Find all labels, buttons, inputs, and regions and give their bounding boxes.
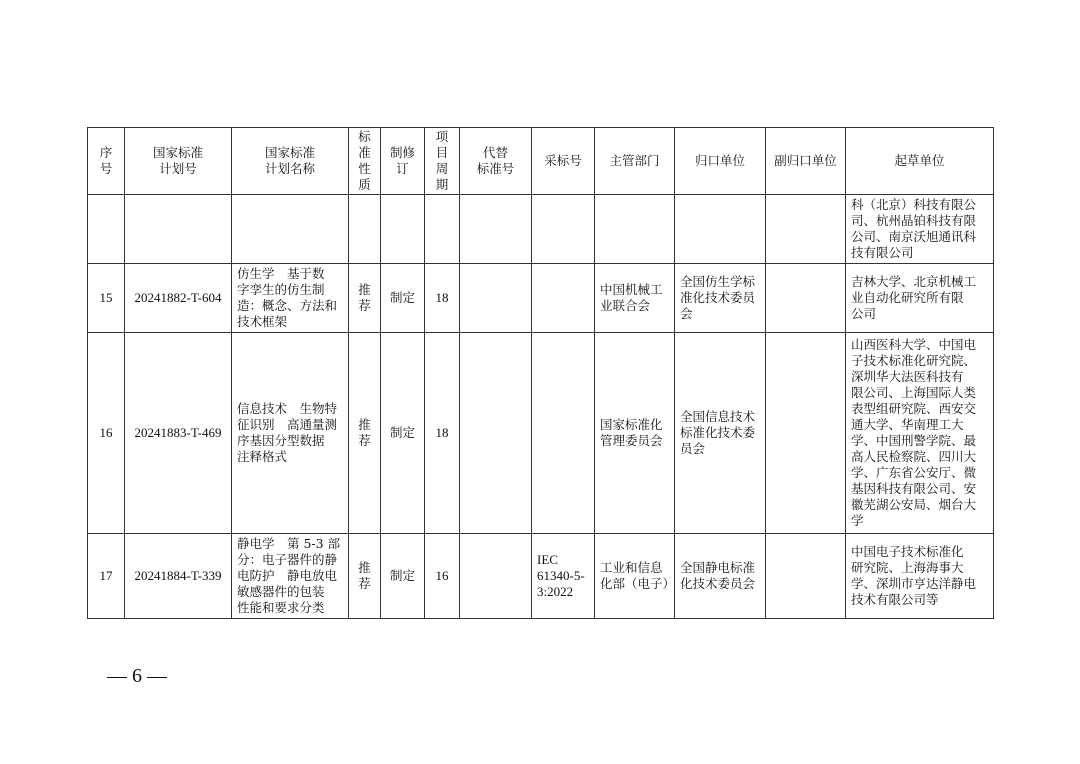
- replaced-standard-cell: [460, 534, 532, 619]
- header-adopted-standard: 采标号: [532, 128, 595, 195]
- header-plan-name: 国家标准 计划名称: [232, 128, 349, 195]
- header-no: 序 号: [88, 128, 125, 195]
- revision-type-cell: 制定: [381, 534, 425, 619]
- standards-plan-table: [87, 127, 994, 619]
- sub-committee-cell: [766, 333, 846, 534]
- table-row: [88, 264, 994, 333]
- drafting-units-cell: 吉林大学、北京机械工 业自动化研究所有限 公司: [846, 264, 994, 333]
- department-cell: 国家标准化 管理委员会: [595, 333, 675, 534]
- nature-cell: 推 荐: [349, 333, 381, 534]
- nature-cell: 推 荐: [349, 534, 381, 619]
- plan-number-cell: 20241884-T-339: [125, 534, 232, 619]
- period-cell: 18: [425, 333, 460, 534]
- table-header-row: [88, 128, 994, 195]
- drafting-units-cell: 中国电子技术标准化 研究院、上海海事大 学、深圳市亨达洋静电 技术有限公司等: [846, 534, 994, 619]
- technical-committee-cell: 全国仿生学标 准化技术委员 会: [675, 264, 766, 333]
- adopted-standard-cell: [532, 264, 595, 333]
- plan-number-cell: 20241883-T-469: [125, 333, 232, 534]
- period-cell: 18: [425, 264, 460, 333]
- header-drafting-units: 起草单位: [846, 128, 994, 195]
- sub-committee-cell: [766, 534, 846, 619]
- period-cell: 16: [425, 534, 460, 619]
- table-row: [88, 534, 994, 619]
- header-department: 主管部门: [595, 128, 675, 195]
- technical-committee-cell: 全国信息技术 标准化技术委 员会: [675, 333, 766, 534]
- sub-committee-cell: [766, 264, 846, 333]
- header-period: 项 目 周 期: [425, 128, 460, 195]
- adopted-standard-cell: [532, 333, 595, 534]
- row-no: 16: [88, 333, 125, 534]
- row-no: 15: [88, 264, 125, 333]
- revision-type-cell: 制定: [381, 333, 425, 534]
- plan-name-cell: 仿生学 基于数 字孪生的仿生制 造：概念、方法和 技术框架: [232, 264, 349, 333]
- revision-type-cell: 制定: [381, 264, 425, 333]
- table-row-continuation: [88, 195, 994, 264]
- page-number: — 6 —: [107, 665, 167, 687]
- plan-name-cell: 静电学 第 5-3 部 分：电子器件的静 电防护 静电放电 敏感器件的包装 性能和要求分类: [232, 534, 349, 619]
- table-row: [88, 333, 994, 534]
- drafting-units-cell: 科（北京）科技有限公 司、杭州晶铂科技有限 公司、南京沃旭通讯科 技有限公司: [846, 195, 994, 264]
- technical-committee-cell: 全国静电标准 化技术委员会: [675, 534, 766, 619]
- department-cell: 中国机械工 业联合会: [595, 264, 675, 333]
- drafting-units-cell: 山西医科大学、中国电 子技术标准化研究院、 深圳华大法医科技有 限公司、上海国际人类 表型组研究院、西安交 通大学、华南理工大 学、中国刑警学院、最 高人民检察院、四川大 学、广东省公安厅、微 基因科技有限公司、安 徽芜湖公安局、烟台大 学: [846, 333, 994, 534]
- adopted-standard-cell: IEC 61340-5- 3:2022: [532, 534, 595, 619]
- plan-name-cell: 信息技术 生物特 征识别 高通量测 序基因分型数据 注释格式: [232, 333, 349, 534]
- plan-number-cell: 20241882-T-604: [125, 264, 232, 333]
- header-technical-committee: 归口单位: [675, 128, 766, 195]
- department-cell: 工业和信息 化部（电子）: [595, 534, 675, 619]
- header-plan-number: 国家标准 计划号: [125, 128, 232, 195]
- header-replaced-standard: 代替 标准号: [460, 128, 532, 195]
- header-sub-committee: 副归口单位: [766, 128, 846, 195]
- nature-cell: 推 荐: [349, 264, 381, 333]
- header-nature: 标 准 性 质: [349, 128, 381, 195]
- header-revision-type: 制修 订: [381, 128, 425, 195]
- row-no: 17: [88, 534, 125, 619]
- replaced-standard-cell: [460, 264, 532, 333]
- replaced-standard-cell: [460, 333, 532, 534]
